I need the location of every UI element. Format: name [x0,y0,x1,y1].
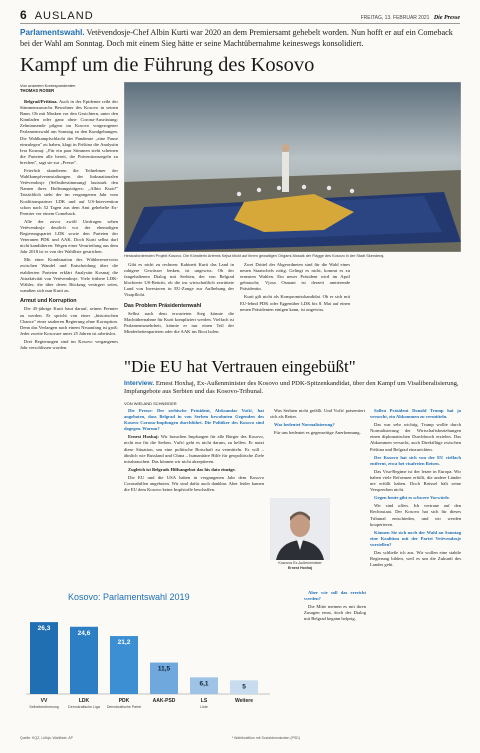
paragraph: Mit einer Kombination des Wählerreservoirs zwischen Wandel und Entscheidung über die etablierten Parteien erklärt Analystin Kosmaj die Attraktivität von Vetëvendosje. Viele frühere LDK-Wähler, die über deren Rückzug verärgert seien, wandten sich nun Kurti zu. [20,257,118,293]
interview-keyword: Interview. [124,380,155,387]
chart-category-label: LDK [78,698,90,704]
portrait-caption [270,561,330,570]
interview-question: Was bedeutet Normalisierung? [274,422,335,428]
chart-value-label: 26,3 [37,625,51,633]
photo-illustration [124,82,461,252]
chart-category-sublabel: Liste [200,705,208,709]
interview-headline: "Die EU hat Vertrauen eingebüßt" [124,357,356,376]
paragraph: Kurti gilt nicht als Kompromisskandidat. Ob er sich mit EU-lehnd PDK oder Eggenüber LDK bis 8. Mai auf einen neuen Präsidenten einigen kann, ist ungewiss. [240,294,350,312]
portrait-role: Kosovos Ex-Außenminister [278,561,322,565]
page-number: 6 [20,8,27,22]
paragraph: Zwei Drittel der Abgeordneten sind für die Wahl eines neuen Staatschefs nötig. Gelingt es nicht, kommt es zu erneuten Wahlen. Ein neuer Präsident wird im April gebraucht; Vjosa Osmani ist derzeit amtierende Präsidentin. [240,262,350,292]
chart-category-sublabel: Demokratische Liga [68,705,100,709]
interview-question: Der Kosovo hat sich von der EU vielfach entfernt, etwa bei visafreien Reisen. [370,454,461,466]
byline [20,83,120,93]
byline-author: THOMAS ROSER [20,88,55,93]
chart-value-label: 5 [242,683,246,691]
chart-bar [30,622,58,694]
chart-category-label: AAK-PSD [152,698,176,704]
interview-column-2a [270,408,365,494]
interview-question: Sollen Präsident Donald Trump hat ja versucht, ein Abkommen zu vermitteln. [370,408,461,420]
interview-kicker [124,380,461,397]
article-column-1 [20,99,118,579]
interview-question: Zugleich ist Belgrads Hilfsangebot das bis dato einzige. [128,466,236,472]
article-column-2b [240,262,350,350]
interview-answer: Die Mitte meinen es mit ihren Zusagen ernst, doch der Dialog mit Belgrad begann holprig. [304,604,366,622]
chart-footer [20,736,300,740]
chart-source: Quelle: KQZ, Lidhja, Wahlliste, AP [20,736,73,740]
election-chart [20,590,300,740]
kicker-text: Vetëvendosje-Chef Albin Kurti war 2020 an dem Premiersamt gehebelt worden. Nun hofft er auf ein Comeback bei der Wahl am Sonntag. Doch mit einem Sieg hätte er seine Machtübernahme keineswegs konsolidiert. [20,28,453,48]
paragraph: Selbst nach dem erwarteten Sieg könnte die Machtübernahme für Kurti kompliziert werden. Vielfach ist Parlamentsmehrheit, könnte er nur einen Teil der Minderheitenparteien oder die AAK ins Boot holen. [124,311,234,335]
header-date-brand [361,15,460,21]
article-column-2a [124,262,234,350]
paragraph: Feierlich skandieren die Teilnehmer der Wahlkampfveranstaltungen der linksnationalen Vetëvendosje (Selbstbestimmung) lautstark den Namen ihres Hoffnungsträgers: „Albin Kurti!" Tatsächlich steht der im vergangenen Jahr vom Koalitionspartner LDK und auf US-Intervention schon nach 52 Tagen aus dem Amt gehebelte Ex-Premier vor einem Comeback. [20,168,118,216]
chart-category-label: Weitere [235,698,253,704]
interview-question: Aber wie soll das erreicht werden? [304,590,366,602]
photo-caption: Herausfordernden Projekt Kosovo. Die Künstlerin Artemis Kejsa blickt auf ihrem gewaltigen Origami-Mosaik der Flagge des Kosovo in der Stadt Skenderaj. [124,254,385,258]
kosovo-flag-photo [124,82,461,252]
interview-answer: Die EU und die USA haben in vergangenen Jahr dem Kosovo Coronahilfen angeboten. Wir sind dafür auch dankbar. Aber leider kamen die EU dem Kosovo keine Impfstoffe beschaffen. [124,474,264,493]
byline-intro: Von unserem Korrespondenten [20,83,76,88]
chart-category-sublabel: Demokratische Partei [106,705,142,709]
article-kicker [20,28,460,49]
chart-category-label: PDK [118,698,130,704]
chart-title: Kosovo: Parlamentswahl 2019 [68,592,190,602]
subheading: Armut und Korruption [20,297,77,304]
chart-value-label: 21,2 [117,639,131,647]
paragraph: Die 45-jährige Kurti baut darauf, seinen Premier zu werden. Er spricht von einer „historischen Chance" einer sauberen Regierung ohne Korruption. Denn das Verlangen nach einem Neuanfang ist groß: Jeder zweite Kosovare unter 25 Jahren ist arbeitslos. [20,306,118,336]
interview-column-3 [370,408,461,738]
interview-question: Die Presse: Der serbische Präsident, Aleksandar Vučić, hat angeboten, dass Belgrad in von Serben bewohnten Gegenden des Kosovo Corona-Impfungen durchführt. Die Politiker des Kosovo sind dagegen. Warum? [124,408,264,432]
section-label: AUSLAND [34,10,94,22]
interview-question: Können Sie sich noch der Wahl an Sonntag eine Koalition mit der Partei Vetëvendosje vorstellen? [370,529,461,547]
interview-answer: Wir sind offen. Ich vertraue auf den Rechtsstaat. Der Kosovo hat sich für dieses Tribunal entschieden, und wir werden kooperieren. [370,503,461,527]
portrait-photo [270,498,330,560]
brand-logo: Die Presse [433,15,460,21]
article-headline: Kampf um die Führung des Kosovo [20,54,315,76]
interview-question: Gegen heute gibt es schwere Vorwürfe. [374,495,450,501]
interview-answer: Wir brauchen Impfungen für alle Bürger des Kosovo, nicht nur für die Serben. Vučić geht es nicht darum, zu helfen. Er nutzt diese Situation, um eine politische Botschaft zu vermitteln. Es will – ähnlich wie Russland und China – humanitäre Hilfe für geopolitische Ziele missbrauchen. Das können wir nicht akzeptieren. [124,434,264,464]
paragraph: Auch in der Epidemie reibt der Stimmenzuwachs Bewohner des Kosovo in seinen Bann. Ob mit Masken vor den Gesichtern, unter den Kinnladen oder ganz ohne Corona-Ausrüstung: Zehntausende pilgern im Kosovo vorgezogener Parlamentswahl am Sonntag zu den Kundgebungen. Die Wahlkampfschlacht der Pandemie „eine Pause einzulegen" zu haben, klagt in Priština die Analystin Iera Kosmaj: „Für ein paar Stimmen steht scheinen die Parteien alle bereit, die Präventionsregeln zu brechen", sagt sie zur „Presse". [20,99,118,165]
interview-author: VON WIELAND SCHNEIDER [124,401,177,406]
portrait-illustration [270,498,330,560]
chart-value-label: 6,1 [199,680,209,688]
interview-answer: Das war sehr wichtig. Trump wollte durch Normalisierung der Wirtschaftsbeziehungen einen diplomatischen Durchbruch erzielen. Das Abkommen versucht, auch Direktflüge zwischen Priština und Belgrad einzurichten. [370,422,461,452]
chart-category-label: VV [40,698,48,704]
portrait-name: Ernest Hoxhaj [287,565,313,570]
interview-column-1 [124,408,264,590]
interview-answer: Das schließe ich aus. Wir wollen eine stabile Regierung bilden, weil es um die Zukunft des Landes geht. [370,549,461,568]
chart-value-label: 11,5 [157,665,171,673]
interview-answer: Was Serbien nicht gefällt. Und Vučić präsentiert sich als Retter. [270,408,365,420]
paragraph: Alle der zuvor zwölf Umfragen sehen Vetëvendosje deutlich vor der ehemaligen Regierungspartei LDK sowie den Parteien der Veteranen PDK und AAK. Doch Kurti selbst darf nicht kandidieren: Wegen einer Verurteilung aus dem Jahr 2018 ist er von der Wahlliste gestrichen. [20,218,118,255]
interview-column-2b [304,590,366,740]
interview-kicker-text: Ernest Hoxhaj, Ex-Außenminister des Kosovo und PDK-Spitzenkandidat, über den Kampf um Visaliberalisierung, Impfangebote aus Serbien und das Kosovo-Tribunal. [124,380,459,396]
interview-answer: Das Visa-Regime ist der letzte in Europa. Wir haben viele Reformen erfüllt, die andere Länder nie erfüllt haben. Doch Brüssel hält seine Versprechen nicht. [370,468,461,493]
subheading: Das Problem Präsidentenwahl [124,302,202,309]
chart-category-sublabel: Selbstbestimmung [29,705,59,709]
interviewee-label: Ernest Hoxhaj: [128,434,159,440]
issue-date: FREITAG, 13. FEBRUAR 2021 [360,15,430,21]
page-header [20,8,460,24]
chart-category-label: LS [200,698,208,704]
interview-answer: Für uns bedeutet es gegenseitige Anerkennung. [274,430,361,436]
chart-footnote: * Wahlkoalition mit Sozialdemokraten (PSD) [231,736,300,740]
paragraph: Gibt es nicht zu rechnen: Kabinett Kurti das Land in ruhigere Gewässer lenken, ist ungewiss. Ob der fangehaltenen Dialog mit Serbien, der von Belgrad blockierte US-Beitritt, ob die ins wirtschaftlich zerrüttete Land von Investoren in EU-Zonge zur Aufhebung der Visapflicht. [124,262,234,298]
paragraph: Drei Regierungen sind im Kosovo vergangenes Jahr verschlissen worden. [20,338,118,350]
chart-bar [70,627,98,694]
chart-value-label: 24,6 [77,629,91,637]
kicker-keyword: Parlamentswahl. [20,28,85,37]
dateline: Belgrad/Priština. [24,99,58,104]
chart-plot [20,602,300,732]
